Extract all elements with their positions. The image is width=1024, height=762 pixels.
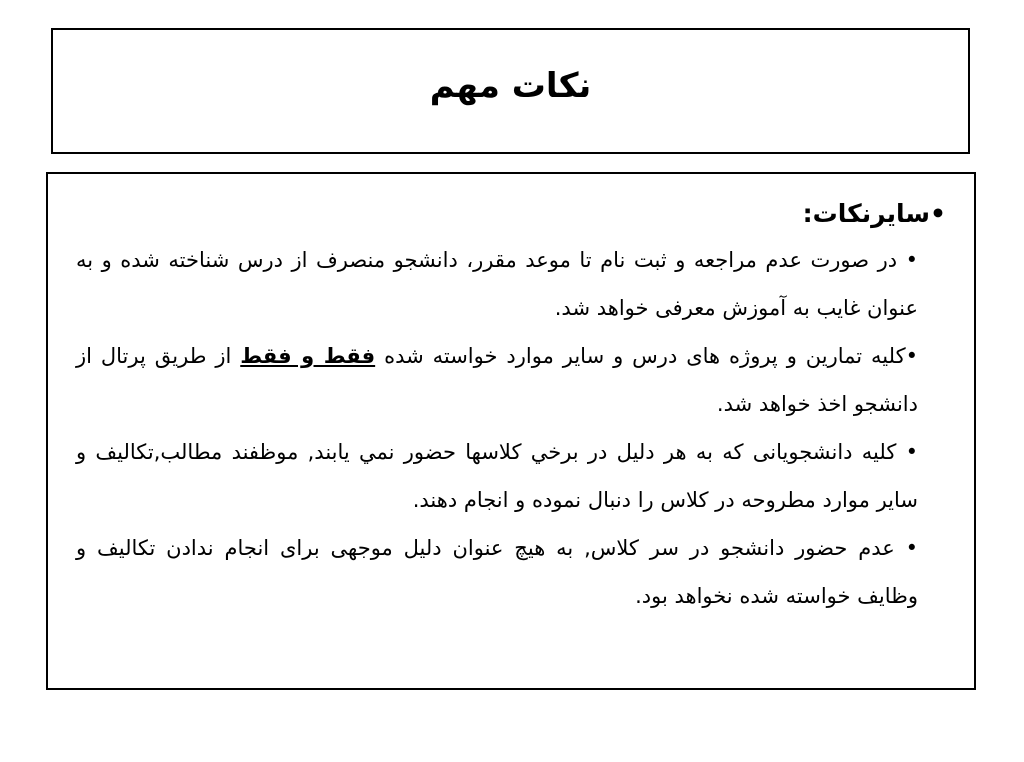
slide-content-box (46, 172, 976, 690)
slide-title-box (51, 28, 970, 154)
slide-title: نكات مهم (429, 66, 592, 106)
section-heading: •سايرنكات: (802, 199, 946, 228)
bullet-attendance: • عدم حضور دانشجو در سر كلاس, به هيچ عنوان دليل موجهی برای انجام ندادن تكاليف و وظايف خواسته شده نخواهد بود. (76, 536, 918, 608)
bullet-assignments (76, 332, 946, 428)
bullet-assignments-emphasis: فقط و فقط (240, 344, 376, 368)
bullet-absent-students: • کلیه دانشجویانی که به هر دلیل در برخي كلاسها حضور نمي يابند, موظفند مطالب,تكاليف و ساير موارد مطروحه در كلاس را دنبال نموده و انجام دهند. (76, 440, 918, 512)
bullet-assignments-text-before: •کلیه تمارین و پروژه های درس و سایر موارد خواسته شده (375, 344, 918, 368)
bullet-assignments-text-after: از طریق پرتال از دانشجو اخذ خواهد شد. (76, 344, 918, 416)
bullet-registration: • در صورت عدم مراجعه و ثبت نام تا موعد مقرر، دانشجو منصرف از درس شناخته شده و به عنوان غایب به آموزش معرفی خواهد شد. (76, 248, 918, 320)
